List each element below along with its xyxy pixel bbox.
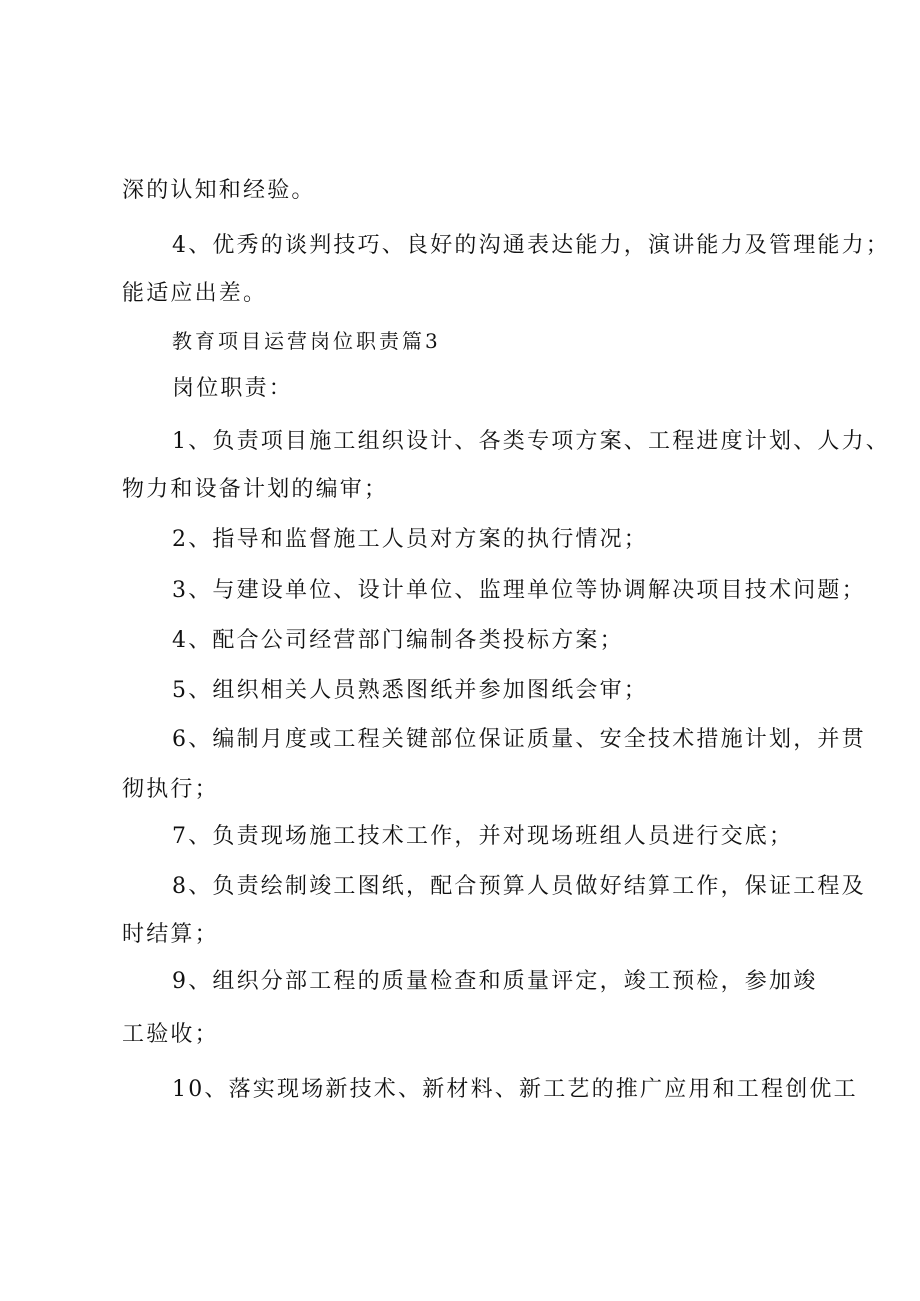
paragraph-continuation: 深的认知和经验。 [122,178,316,203]
duty-item-8-continuation: 时结算； [122,922,219,947]
duty-item-6-continuation: 彻执行； [122,777,219,802]
duty-item-5: 5、组织相关人员熟悉图纸并参加图纸会审； [172,678,648,703]
section-heading: 教育项目运营岗位职责篇3 [172,329,441,353]
duty-item-1-continuation: 物力和设备计划的编审； [122,477,389,502]
qualification-item-4: 4、优秀的谈判技巧、良好的沟通表达能力，演讲能力及管理能力； [172,233,890,258]
duty-item-4: 4、配合公司经营部门编制各类投标方案； [172,628,624,653]
duty-item-1: 1、负责项目施工组织设计、各类专项方案、工程进度计划、人力、 [172,429,890,454]
duty-item-9: 9、组织分部工程的质量检查和质量评定，竣工预检，参加竣 [172,969,818,994]
duty-item-2: 2、指导和监督施工人员对方案的执行情况； [172,527,648,552]
qualification-item-4-continuation: 能适应出差。 [122,281,268,306]
duty-item-10: 10、落实现场新技术、新材料、新工艺的推广应用和工程创优工 [172,1077,858,1102]
duty-item-3: 3、与建设单位、设计单位、监理单位等协调解决项目技术问题； [172,578,866,603]
duty-item-7: 7、负责现场施工技术工作，并对现场班组人员进行交底； [172,824,794,849]
duty-item-6: 6、编制月度或工程关键部位保证质量、安全技术措施计划，并贯 [172,727,866,752]
duty-item-9-continuation: 工验收； [122,1022,219,1047]
duty-item-8: 8、负责绘制竣工图纸，配合预算人员做好结算工作，保证工程及 [172,874,866,899]
duties-label: 岗位职责： [172,376,294,401]
